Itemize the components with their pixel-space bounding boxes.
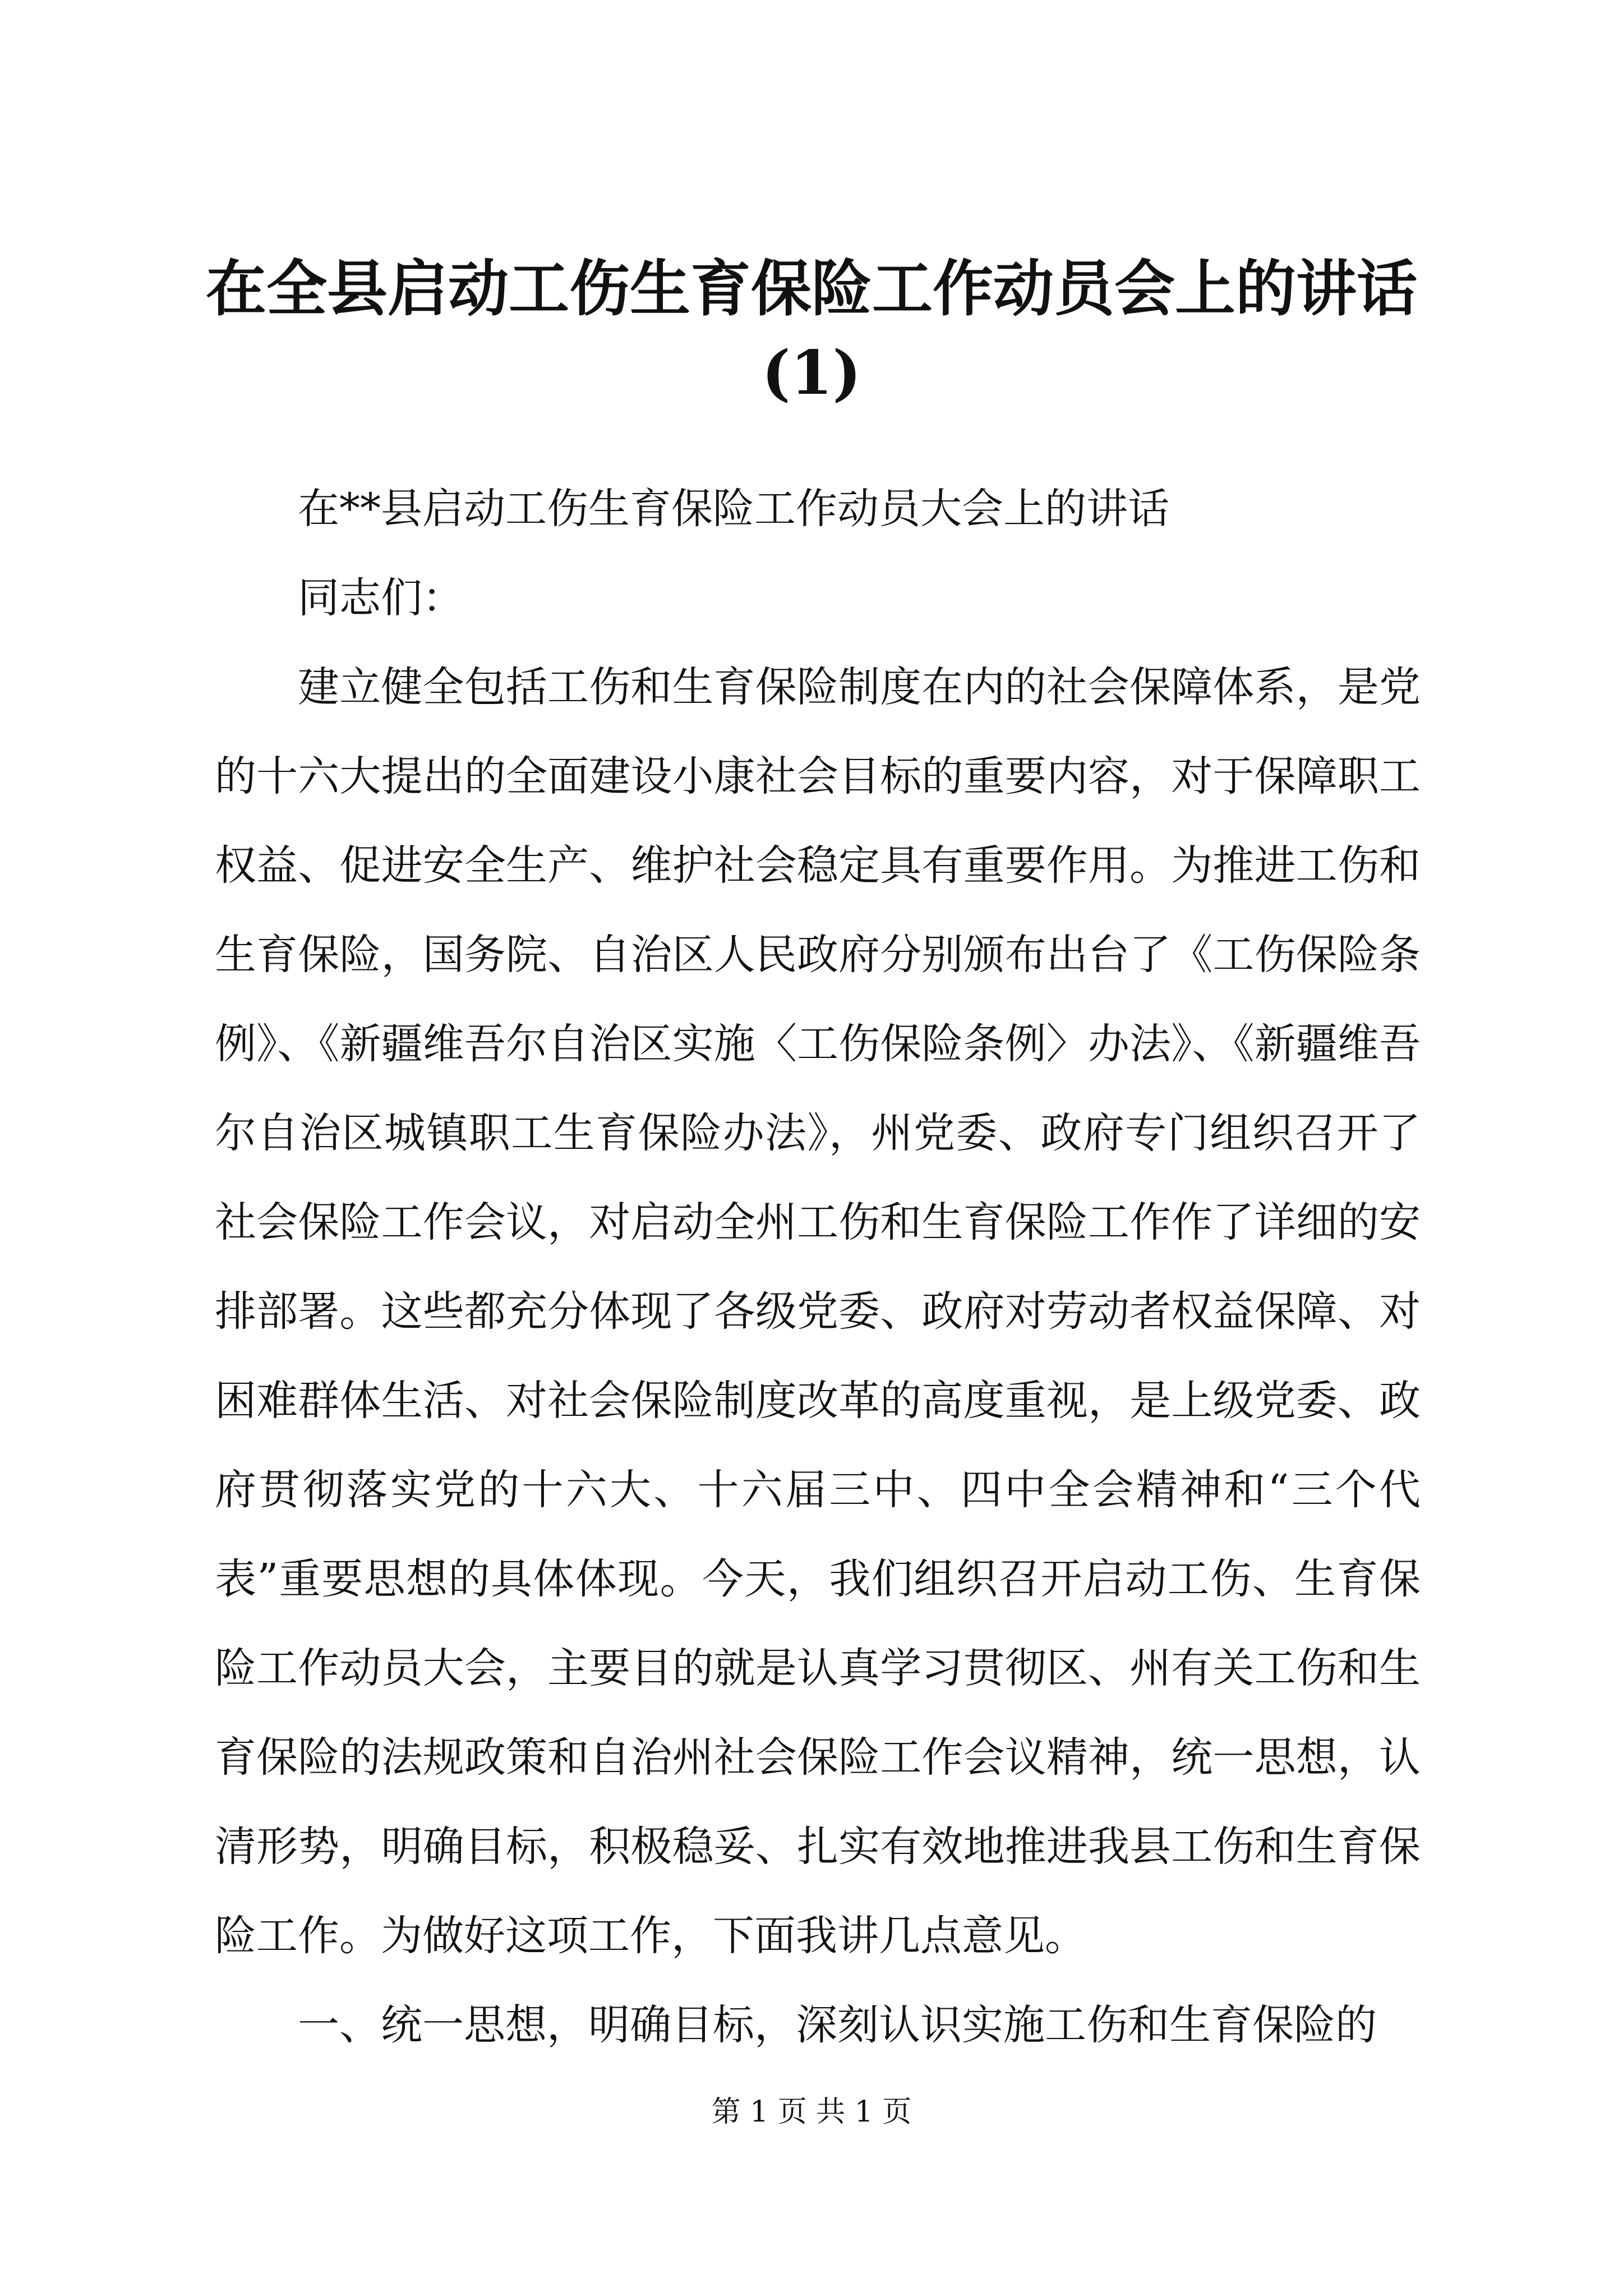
- document-body: [215, 464, 1421, 2070]
- salutation: 同志们：: [298, 574, 464, 622]
- document-title-number: (1): [762, 338, 861, 408]
- page-footer: 第 1 页 共 1 页: [711, 2095, 912, 2129]
- document-title: 在全县启动工伤生育保险工作动员会上的讲话: [205, 254, 1417, 324]
- body-paragraph: 建立健全包括工伤和生育保险制度在内的社会保障体系，是党的十六大提出的全面建设小康社会目标的重要内容，对于保障职工权益、促进安全生产、维护社会稳定具有重要作用。为推进工伤和生育保险，国务院、自治区人民政府分别颁布出台了《工伤保险条例》、《新疆维吾尔自治区实施〈工伤保险条例〉办法》、《新疆维吾尔自治区城镇职工生育保险办法》，州党委、政府专门组织召开了社会保险工作会议，对启动全州工伤和生育保险工作作了详细的安排部署。这些都充分体现了各级党委、政府对劳动者权益保障、对困难群体生活、对社会保险制度改革的高度重视，是上级党委、政府贯彻落实党的十六大、十六届三中、四中全会精神和“三个代表”重要思想的具体体现。今天，我们组织召开启动工伤、生育保险工作动员大会，主要目的就是认真学习贯彻区、州有关工伤和生育保险的法规政策和自治州社会保险工作会议精神，统一思想，认清形势，明确目标，积极稳妥、扎实有效地推进我县工伤和生育保险工作。为做好这项工作，下面我讲几点意见。: [215, 663, 1421, 1960]
- speech-heading: 在**县启动工伤生育保险工作动员大会上的讲话: [298, 485, 1169, 533]
- section-heading: 一、统一思想，明确目标，深刻认识实施工伤和生育保险的: [298, 2001, 1377, 2049]
